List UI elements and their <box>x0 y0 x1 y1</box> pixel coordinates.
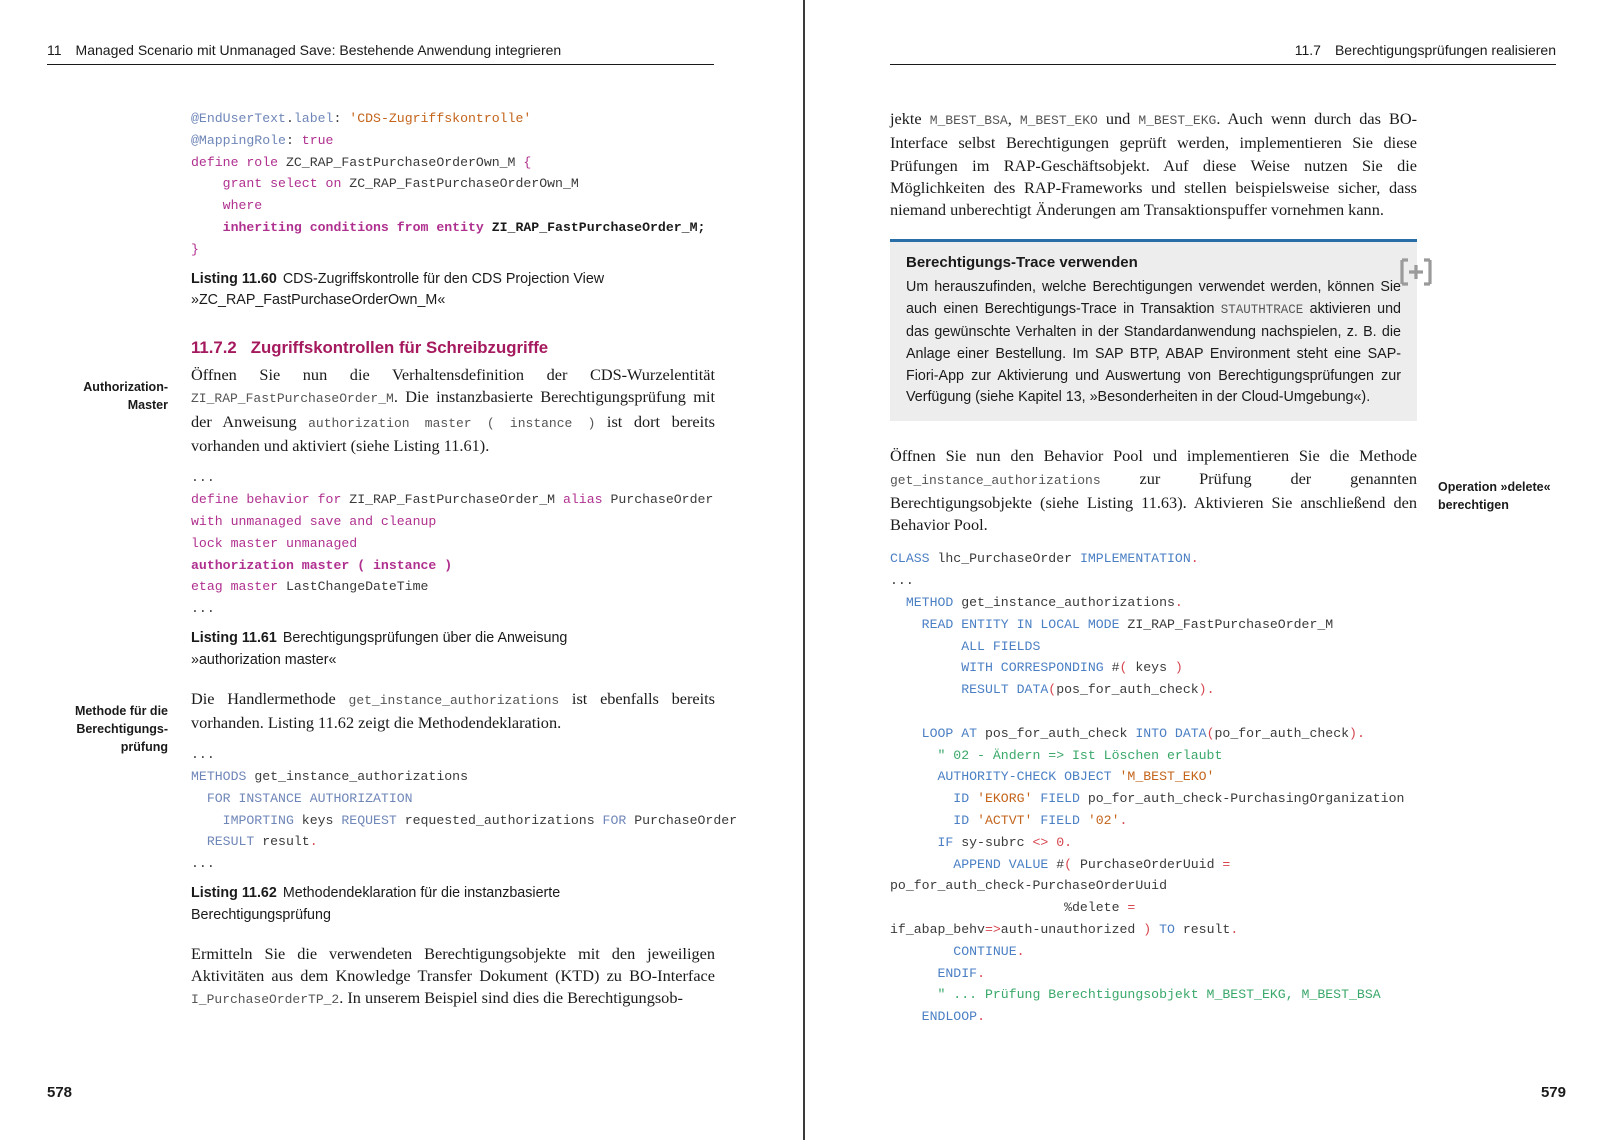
code-token: . <box>1064 834 1073 850</box>
margin-note <box>1438 478 1568 514</box>
page-gutter <box>803 0 805 1140</box>
code-token: ... <box>890 573 914 589</box>
caption-text: Berechtigungsprüfungen über die Anweisung <box>282 629 568 646</box>
code-token: ZC_RAP_FastPurchaseOrderOwn_M <box>285 154 524 170</box>
paragraph <box>191 943 715 1012</box>
code-token: . <box>285 111 294 126</box>
code-line <box>191 173 715 195</box>
margin-note-text: Authorization- <box>83 380 168 394</box>
code-token: if_abap_behv <box>890 922 985 937</box>
code-token: po_for_auth_check-PurchasingOrganization <box>1087 791 1405 807</box>
text-run: zur Prüfung der genannten Berechtigungsobjekte (siehe Listing 11.63). Aktivieren Sie anschließend den Behavior Pool. <box>890 468 1417 535</box>
code-token: READ ENTITY IN LOCAL MODE <box>890 616 1128 632</box>
code-line <box>191 152 715 174</box>
text-run: Ermitteln Sie die verwendeten Berechtigungsobjekte mit den jeweiligen Aktivitäten aus dem Knowledge Transfer Dokument (KTD) zu BO-Interface <box>191 943 715 985</box>
code-line <box>890 570 1417 592</box>
code-token: = <box>1222 856 1231 872</box>
code-token: : <box>285 132 302 148</box>
code-token: => <box>984 922 1001 937</box>
code-token: PurchaseOrder <box>610 492 714 508</box>
inline-code: authorization master ( instance ) <box>308 415 596 431</box>
code-token: IMPLEMENTATION <box>1079 551 1191 567</box>
code-token: 'ACTVT' <box>977 813 1041 829</box>
code-line <box>191 831 715 853</box>
margin-note-text: Master <box>127 398 168 412</box>
code-token: ( <box>1206 725 1215 741</box>
margin-note-text: berechtigen <box>1438 498 1509 512</box>
code-token: AUTHORITY-CHECK OBJECT <box>890 769 1120 785</box>
code-token: INTO DATA <box>1135 725 1207 741</box>
running-head-left <box>47 42 714 65</box>
code-token: ALL FIELDS <box>890 638 1041 654</box>
text-run: . Auch wenn durch das BO-Interface selbst Berechtigungen geprüft werden, implementieren Sie diese Prüfungen im RAP-Geschäftsobjekt. Auf diese Weise nutzen Sie die Möglichkeiten des RAP-Frameworks und stellen beispielsweise sicher, dass niemand unberechtigt Änderungen am Transaktionspuffer vornehmen kann. <box>890 109 1418 220</box>
code-line <box>890 701 1417 723</box>
code-token: 'CDS-Zugriffskontrolle' <box>349 111 532 126</box>
inline-code: get_instance_authorizations <box>890 472 1101 488</box>
code-token: " ... Prüfung Berechtigungsobjekt M_BEST_EKG, M_BEST_BSA <box>890 987 1381 1003</box>
tip-plus-icon <box>1400 258 1432 286</box>
caption-text: »authorization master« <box>191 651 337 668</box>
code-token: ... <box>191 601 215 617</box>
code-token: FIELD <box>1040 813 1088 829</box>
code-line <box>191 576 715 598</box>
tip-title: Berechtigungs-Trace verwenden <box>906 254 1138 272</box>
code-token: IF <box>890 834 962 850</box>
code-line <box>191 744 715 766</box>
margin-note-text: prüfung <box>120 740 168 754</box>
inline-code: M_BEST_BSA <box>929 113 1008 128</box>
margin-note-text: Methode für die <box>74 704 168 718</box>
code-line <box>191 766 715 788</box>
section-title: Zugriffskontrollen für Schreibzugriffe <box>250 338 549 358</box>
code-token: " 02 - Ändern => Ist Löschen erlaubt <box>890 747 1223 763</box>
code-token: <> 0 <box>1032 834 1065 850</box>
code-token: define role <box>191 154 286 170</box>
listing-11-63-code <box>890 548 1417 1028</box>
code-token: . <box>977 1009 985 1025</box>
text-run: . In unserem Beispiel sind dies die Berechtigungsob- <box>339 988 683 1008</box>
listing-11-62-caption <box>191 883 715 927</box>
code-token: CLASS <box>890 551 938 567</box>
code-token: FOR <box>602 812 635 828</box>
code-token: pos_for_auth_check <box>1056 682 1199 698</box>
code-token: METHOD <box>890 595 962 611</box>
caption-text: »ZC_RAP_FastPurchaseOrderOwn_M« <box>191 292 446 309</box>
text-run: , <box>1007 109 1020 128</box>
code-token: grant select on <box>191 176 350 192</box>
listing-11-61-code <box>191 467 715 620</box>
page-number: 578 <box>47 1084 73 1101</box>
margin-note-text: Operation »delete« <box>1438 480 1551 494</box>
running-head-right <box>890 42 1556 65</box>
inline-code: I_PurchaseOrderTP_2 <box>191 992 340 1008</box>
code-token: # <box>1056 856 1065 872</box>
margin-note-text: Berechtigungs- <box>76 722 168 736</box>
code-line <box>191 130 715 152</box>
code-token: = <box>1127 900 1136 916</box>
code-line <box>890 941 1417 963</box>
code-token: CONTINUE <box>890 943 1017 959</box>
section-number: 11.7 <box>1294 42 1321 58</box>
code-token: define behavior for <box>191 492 350 508</box>
code-token: ( <box>1048 682 1057 698</box>
code-line <box>191 810 738 832</box>
code-token: PurchaseOrderUuid <box>1079 856 1223 872</box>
code-token: ZI_RAP_FastPurchaseOrder_M <box>1127 616 1334 632</box>
code-token: true <box>301 132 334 148</box>
code-token: ... <box>191 470 215 486</box>
inline-code: M_BEST_EKG <box>1138 113 1217 128</box>
code-token: . <box>1190 551 1199 567</box>
code-token: . <box>1016 943 1025 959</box>
code-line <box>890 614 1417 636</box>
code-token: . <box>1119 813 1128 829</box>
code-token: } <box>191 241 199 257</box>
code-token: keys <box>1135 660 1175 676</box>
inline-code: M_BEST_EKO <box>1019 113 1098 128</box>
listing-11-61-caption <box>191 628 715 672</box>
code-token: LOOP AT <box>890 725 985 741</box>
text-run: und <box>1097 109 1139 128</box>
code-token: RESULT DATA <box>890 682 1049 698</box>
code-token: alias <box>562 492 611 508</box>
code-token: label <box>293 111 334 126</box>
code-line <box>890 919 1417 941</box>
right-page <box>808 0 1600 1140</box>
listing-11-62-code <box>191 744 738 875</box>
code-token: WITH CORRESPONDING <box>890 660 1112 676</box>
code-line <box>890 854 1417 876</box>
code-token: ( <box>1119 660 1136 676</box>
code-line <box>890 875 1417 897</box>
code-line <box>191 533 715 555</box>
code-line <box>890 723 1417 745</box>
code-line <box>890 810 1417 832</box>
listing-11-60-caption <box>191 269 715 313</box>
chapter-title: Managed Scenario mit Unmanaged Save: Bestehende Anwendung integrieren <box>75 42 562 58</box>
text-run: Öffnen Sie nun den Behavior Pool und implementieren Sie die Methode <box>890 446 1417 466</box>
code-line <box>191 511 715 533</box>
code-line <box>890 745 1417 767</box>
section-heading <box>191 338 715 358</box>
code-token: po_for_auth_check <box>1214 725 1350 741</box>
code-line <box>890 963 1417 985</box>
text-run: ist dort bereits vorhanden und aktiviert (siehe Listing 11.61). <box>191 411 715 456</box>
code-token: sy-subrc <box>961 834 1033 850</box>
code-token: lhc_PurchaseOrder <box>937 551 1080 567</box>
code-token: METHODS <box>191 768 255 784</box>
code-token: ... <box>191 856 215 872</box>
left-text-column <box>191 108 738 1011</box>
code-line <box>890 766 1417 788</box>
margin-note <box>48 378 168 414</box>
paragraph <box>191 688 715 735</box>
code-token: . <box>1230 922 1239 937</box>
code-token: keys <box>301 812 342 828</box>
code-token: ( <box>1064 856 1080 872</box>
code-token: ... <box>191 747 215 763</box>
code-token: result <box>262 834 310 850</box>
inline-code: ZI_RAP_FastPurchaseOrder_M <box>191 391 394 407</box>
code-line <box>890 788 1417 810</box>
code-line <box>890 657 1417 679</box>
code-line <box>890 1006 1417 1028</box>
code-token: inheriting conditions from entity <box>191 219 492 235</box>
code-token: ). <box>1198 682 1215 698</box>
code-token: '02' <box>1087 813 1120 829</box>
text-run: Öffnen Sie nun die Verhaltensdefinition der CDS-Wurzelentität <box>191 365 715 385</box>
code-line <box>191 555 715 577</box>
code-token: ENDLOOP <box>890 1009 978 1025</box>
code-token: get_instance_authorizations <box>254 768 468 784</box>
margin-note <box>48 702 168 756</box>
code-line <box>191 239 715 261</box>
caption-text: Methodendeklaration für die instanzbasierte <box>282 884 561 901</box>
right-text-column <box>890 108 1417 1028</box>
code-token: FIELD <box>1040 791 1088 807</box>
code-token: ENDIF <box>890 965 978 981</box>
code-token: { <box>523 154 532 170</box>
caption-label: Listing 11.62 <box>191 884 277 901</box>
code-line <box>191 853 715 875</box>
code-line <box>890 832 1417 854</box>
code-token: REQUEST <box>341 812 405 828</box>
code-token: auth-unauthorized <box>1000 922 1144 937</box>
paragraph <box>890 445 1417 536</box>
code-token: PurchaseOrder <box>634 812 738 828</box>
code-token: TO <box>1159 922 1183 937</box>
inline-code: get_instance_authorizations <box>348 692 560 708</box>
text-run: ist ebenfalls bereits vorhanden. Listing 11.62 zeigt die Methodendeklaration. <box>191 688 715 732</box>
caption-text: Berechtigungsprüfung <box>191 906 331 923</box>
code-token: po_for_auth_check-PurchaseOrderUuid <box>890 878 1167 894</box>
code-line <box>191 467 715 489</box>
code-token: # <box>1111 660 1120 676</box>
code-line <box>890 592 1417 614</box>
code-token: . <box>1174 595 1183 611</box>
code-token: FOR INSTANCE AUTHORIZATION <box>191 790 413 806</box>
code-token: get_instance_authorizations <box>961 595 1175 611</box>
inline-code: STAUTHTRACE <box>1220 303 1304 318</box>
code-token: @EndUserText <box>191 111 286 126</box>
code-token: ) <box>1174 660 1183 676</box>
code-token: LastChangeDateTime <box>285 579 429 595</box>
code-token: requested_authorizations <box>404 812 603 828</box>
code-line <box>191 788 715 810</box>
code-line <box>890 548 1417 570</box>
code-line <box>890 636 1417 658</box>
code-token: 'M_BEST_EKO' <box>1119 769 1215 785</box>
text-run: aktivieren und das gewünschte Verhalten in der Standardanwendung nachspielen, z. B. die Anlage einer Bestellung. Im SAP BTP, ABAP Environment steht eine SAP-Fiori-App zur Aktivierung und Auswertung von Berechtigungsprüfungen zur Verfügung (siehe Kapitel 13, »Besonderheiten in der Cloud-Umgebung«). <box>906 301 1401 406</box>
text-run: . Die instanzbasierte Berechtigungsprüfung mit der Anweisung <box>191 387 715 431</box>
code-token: %delete <box>890 900 1128 916</box>
code-token: 'EKORG' <box>977 791 1041 807</box>
code-token: RESULT <box>191 834 263 850</box>
chapter-number: 11 <box>47 42 62 58</box>
code-token: result <box>1182 922 1231 937</box>
code-token: ZC_RAP_FastPurchaseOrderOwn_M <box>349 176 579 192</box>
tip-body <box>906 277 1401 409</box>
code-token: ID <box>890 791 978 807</box>
code-token: ). <box>1349 725 1365 741</box>
code-token: authorization master ( instance ) <box>191 557 453 573</box>
code-token: with unmanaged save and cleanup <box>191 513 437 529</box>
code-token: ID <box>890 813 978 829</box>
caption-label: Listing 11.60 <box>191 270 277 287</box>
code-token: pos_for_auth_check <box>984 725 1136 741</box>
code-line <box>191 217 715 239</box>
section-title: Berechtigungsprüfungen realisieren <box>1334 42 1556 58</box>
code-line <box>191 108 715 130</box>
page-number: 579 <box>1540 1084 1566 1101</box>
code-line <box>191 598 715 620</box>
code-token: etag master <box>191 579 286 595</box>
code-line <box>890 679 1417 701</box>
caption-label: Listing 11.61 <box>191 629 277 646</box>
code-line <box>890 984 1417 1006</box>
code-token: where <box>191 198 263 214</box>
section-number: 11.7.2 <box>191 338 237 358</box>
listing-11-60-code <box>191 108 715 261</box>
text-run: Um herauszufinden, welche Berechtigungen verwendet werden, können Sie auch einen Berechtigungs-Trace in Transaktion <box>906 279 1401 318</box>
code-token: : <box>333 111 350 126</box>
code-token: APPEND VALUE <box>890 856 1057 872</box>
code-line <box>191 195 715 217</box>
paragraph <box>191 364 715 457</box>
code-line <box>890 897 1417 919</box>
code-token: ZI_RAP_FastPurchaseOrder_M <box>349 492 563 508</box>
text-run: Die Handlermethode <box>191 688 349 708</box>
code-token: lock master unmanaged <box>191 535 358 551</box>
code-token: @MappingRole <box>191 132 286 148</box>
paragraph <box>890 108 1417 221</box>
code-token: . <box>977 965 985 981</box>
text-run: jekte <box>890 109 930 128</box>
caption-text: CDS-Zugriffskontrolle für den CDS Projection View <box>282 270 605 287</box>
code-line <box>191 489 715 511</box>
code-token: . <box>309 834 318 850</box>
code-token: ZI_RAP_FastPurchaseOrder_M; <box>491 219 706 235</box>
code-token: IMPORTING <box>191 812 302 828</box>
tip-box <box>890 239 1417 421</box>
code-token: ) <box>1143 922 1160 937</box>
